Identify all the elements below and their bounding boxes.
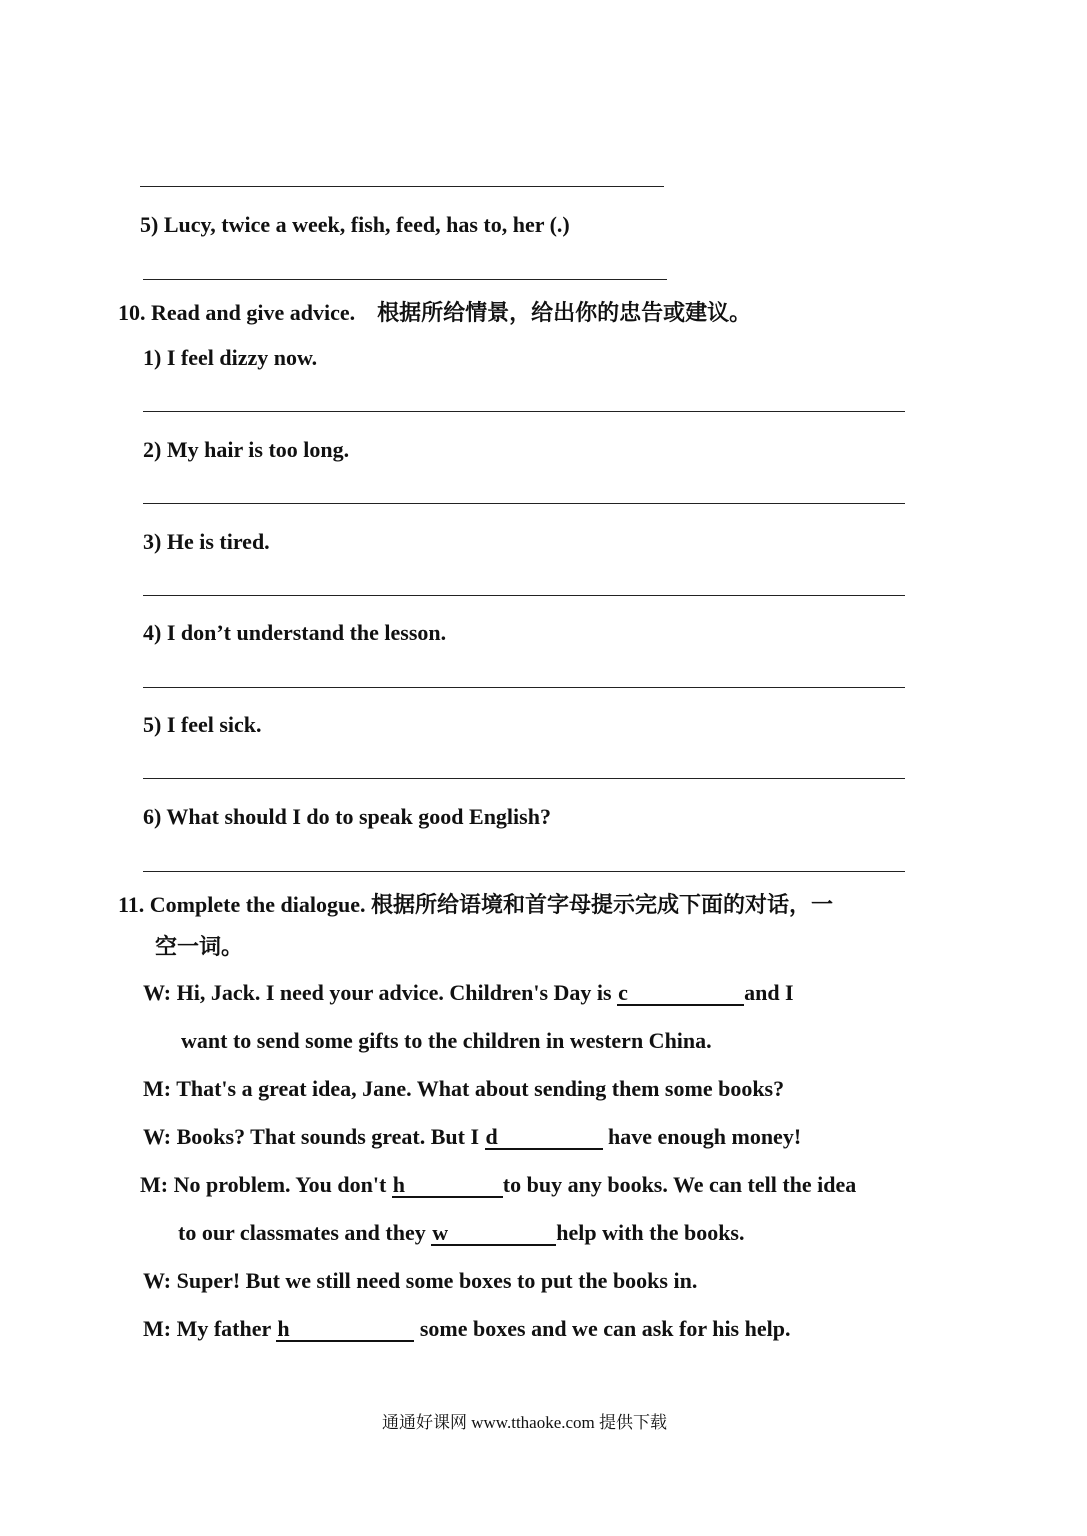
dialogue-text: to buy any books. We can tell the idea — [502, 1172, 857, 1197]
answer-line — [143, 279, 667, 280]
letter-blank-d: d — [485, 1126, 603, 1150]
dialogue-line — [140, 1172, 856, 1198]
page-footer: 通通好课网 www.tthaoke.com 提供下载 — [382, 1413, 668, 1432]
q10-item-2: 2) My hair is too long. — [143, 437, 350, 462]
dialogue-line: W: Super! But we still need some boxes to put the books in. — [143, 1268, 698, 1293]
dialogue-line — [178, 1220, 745, 1246]
q10-item-5: 5) I feel sick. — [143, 712, 262, 737]
q11-heading-line-1: 11. Complete the dialogue. 根据所给语境和首字母提示完成下面的对话，一 — [118, 892, 833, 917]
dialogue-line — [143, 1316, 790, 1342]
dialogue-text: M: No problem. You don't — [140, 1172, 392, 1197]
dialogue-text: and I — [744, 980, 794, 1005]
q10-item-1: 1) I feel dizzy now. — [143, 345, 318, 370]
answer-line — [143, 778, 905, 779]
dialogue-text: have enough money! — [602, 1124, 802, 1149]
dialogue-line — [143, 1124, 801, 1150]
letter-blank-w: w — [431, 1222, 556, 1246]
q10-item-3: 3) He is tired. — [143, 529, 270, 554]
dialogue-text: help with the books. — [556, 1220, 745, 1245]
dialogue-text: some boxes and we can ask for his help. — [414, 1316, 791, 1341]
answer-line — [143, 871, 905, 872]
dialogue-line: M: That's a great idea, Jane. What about sending them some books? — [143, 1076, 785, 1101]
dialogue-text: W: Hi, Jack. I need your advice. Children's Day is — [143, 980, 618, 1005]
letter-blank-c: c — [617, 982, 744, 1006]
q10-item-4: 4) I don’t understand the lesson. — [143, 620, 447, 645]
dialogue-text: to our classmates and they — [178, 1220, 432, 1245]
answer-line — [143, 411, 905, 412]
q10-heading: 10. Read and give advice. 根据所给情景，给出你的忠告或建议。 — [118, 300, 752, 325]
answer-line — [143, 687, 905, 688]
dialogue-text: M: My father — [143, 1316, 277, 1341]
q11-heading-line-2: 空一词。 — [155, 934, 244, 959]
answer-line — [140, 186, 664, 187]
dialogue-line: want to send some gifts to the children in western China. — [181, 1028, 712, 1053]
dialogue-line — [143, 980, 794, 1006]
q10-item-6: 6) What should I do to speak good English? — [143, 804, 551, 829]
answer-line — [143, 595, 905, 596]
letter-blank-h: h — [276, 1318, 414, 1342]
dialogue-text: W: Books? That sounds great. But I — [143, 1124, 485, 1149]
answer-line — [143, 503, 905, 504]
letter-blank-h: h — [392, 1174, 503, 1198]
q9-item-5: 5) Lucy, twice a week, fish, feed, has to, her (.) — [140, 212, 570, 237]
